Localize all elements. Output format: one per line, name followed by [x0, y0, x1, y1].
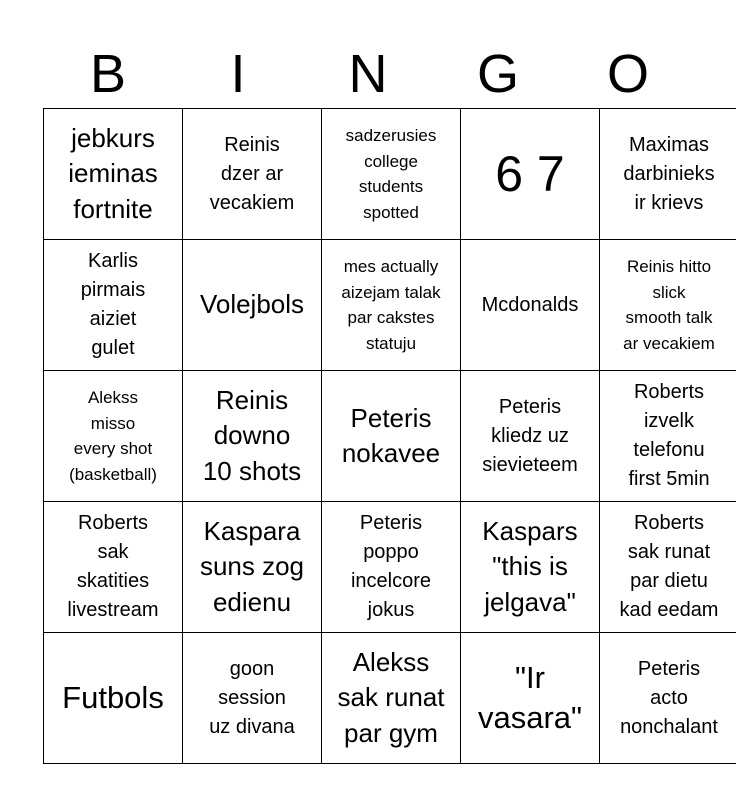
board-row-4 [44, 502, 736, 633]
bingo-cell[interactable]: Mcdonalds [461, 240, 600, 371]
bingo-cell[interactable]: sadzerusies college students spotted [322, 109, 461, 240]
bingo-cell[interactable]: Kaspars "this is jelgava" [461, 502, 600, 633]
bingo-cell[interactable]: Volejbols [183, 240, 322, 371]
board-row-5 [44, 633, 736, 764]
header-letter-b: B [89, 44, 127, 104]
board-row-3 [44, 371, 736, 502]
bingo-cell[interactable]: Peteris poppo incelcore jokus [322, 502, 461, 633]
bingo-cell[interactable]: Kaspara suns zog edienu [183, 502, 322, 633]
bingo-cell[interactable]: Peteris acto nonchalant [600, 633, 736, 764]
board-row-2 [44, 240, 736, 371]
bingo-cell[interactable]: Futbols [44, 633, 183, 764]
bingo-cell[interactable]: Roberts sak runat par dietu kad eedam [600, 502, 736, 633]
board-row-1 [44, 109, 736, 240]
bingo-header [43, 40, 693, 108]
bingo-cell[interactable]: Roberts izvelk telefonu first 5min [600, 371, 736, 502]
header-letter-n: N [348, 44, 388, 104]
bingo-cell[interactable]: Roberts sak skatities livestream [44, 502, 183, 633]
header-letter-i: I [230, 44, 246, 104]
bingo-cell[interactable]: 6 7 [461, 109, 600, 240]
bingo-cell[interactable]: mes actually aizejam talak par cakstes statuju [322, 240, 461, 371]
header-letter-o: O [606, 44, 649, 104]
bingo-cell[interactable]: Reinis hitto slick smooth talk ar vecakiem [600, 240, 736, 371]
bingo-cell[interactable]: Karlis pirmais aiziet gulet [44, 240, 183, 371]
header-letter-g: G [476, 44, 519, 104]
bingo-cell[interactable]: Reinis downo 10 shots [183, 371, 322, 502]
bingo-cell[interactable]: Peteris kliedz uz sievieteem [461, 371, 600, 502]
bingo-cell[interactable]: goon session uz divana [183, 633, 322, 764]
bingo-cell[interactable]: Reinis dzer ar vecakiem [183, 109, 322, 240]
bingo-board [43, 108, 736, 764]
bingo-cell[interactable]: jebkurs ieminas fortnite [44, 109, 183, 240]
bingo-cell[interactable]: Peteris nokavee [322, 371, 461, 502]
bingo-cell[interactable]: Alekss sak runat par gym [322, 633, 461, 764]
bingo-cell[interactable]: "Ir vasara" [461, 633, 600, 764]
bingo-cell[interactable]: Maximas darbinieks ir krievs [600, 109, 736, 240]
bingo-cell[interactable]: Alekss misso every shot (basketball) [44, 371, 183, 502]
